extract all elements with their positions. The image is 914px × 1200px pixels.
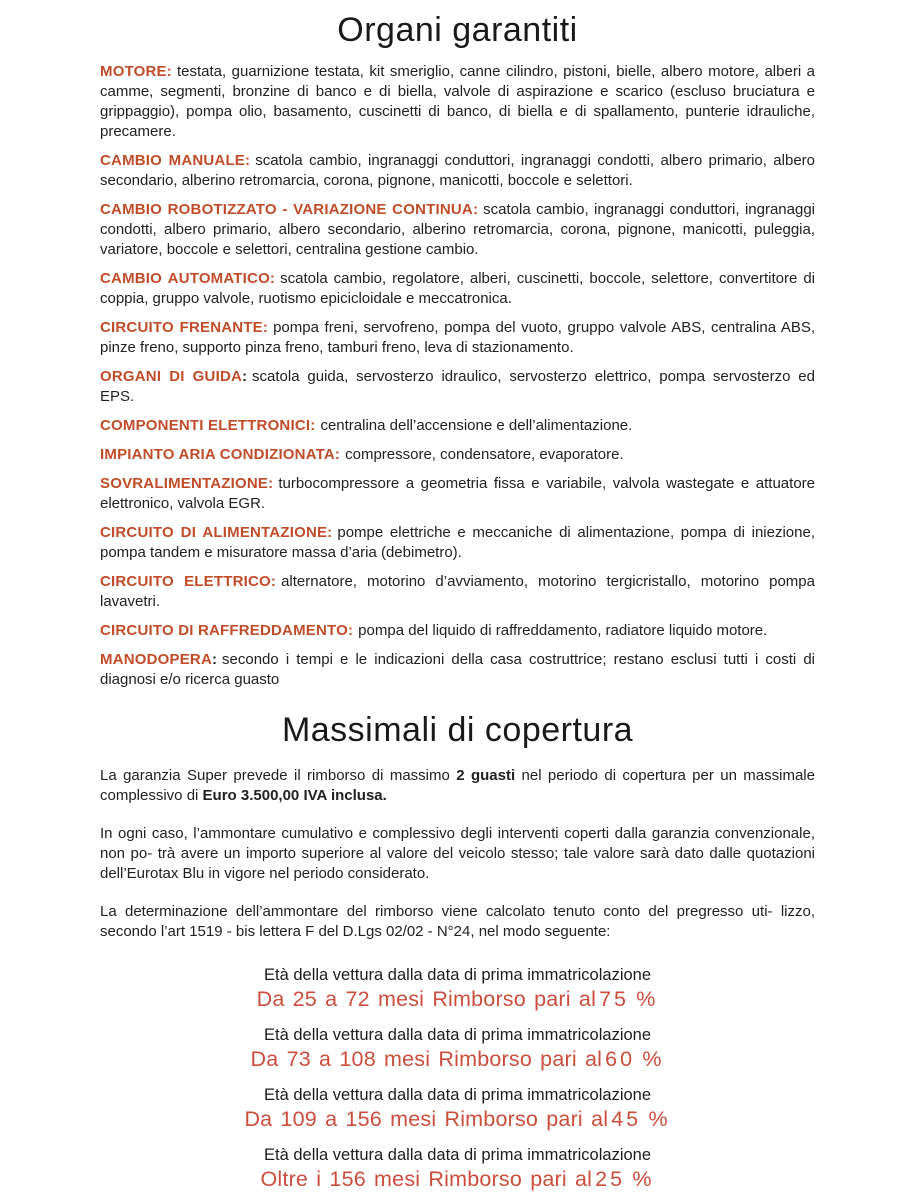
refund-text: Da 25 a 72 mesi Rimborso pari al: [256, 987, 597, 1011]
warranty-section-sovralimentazione: [100, 474, 815, 514]
refund-text: Da 109 a 156 mesi Rimborso pari al: [244, 1107, 609, 1131]
bold-euro-amount: Euro 3.500,00 IVA inclusa.: [202, 787, 387, 804]
refund-percentage: 25 %: [595, 1167, 655, 1191]
warranty-section-impianto-aria: [100, 445, 815, 465]
section-label: SOVRALIMENTAZIONE:: [100, 475, 274, 492]
warranty-section-circuito-raffreddamento: [100, 621, 815, 641]
bold-guasti-count: 2 guasti: [456, 767, 516, 784]
section-text: pompe elettriche e meccaniche di alimentazione, pompa di iniezione, pompa tandem e misuratore massa d’aria (debimetro).: [100, 524, 815, 561]
refund-percentage: 60 %: [605, 1047, 665, 1071]
refund-row: [100, 1024, 815, 1073]
refund-row: [100, 964, 815, 1013]
section-colon: :: [212, 651, 218, 668]
warranty-section-circuito-frenante: [100, 318, 815, 358]
paragraph-run: La garanzia Super prevede il rimborso di massimo: [100, 767, 457, 784]
refund-percentage: 45 %: [611, 1107, 671, 1131]
refund-line: [100, 1166, 815, 1193]
section-label: CIRCUITO DI RAFFREDDAMENTO:: [100, 622, 354, 639]
section-label: CIRCUITO FRENANTE:: [100, 319, 269, 336]
section-text: pompa del liquido di raffreddamento, radiatore liquido motore.: [358, 622, 768, 639]
section-label: MANODOPERA: [100, 651, 213, 668]
refund-row: [100, 1144, 815, 1193]
section-label: IMPIANTO ARIA CONDIZIONATA:: [100, 446, 341, 463]
refund-schedule: [100, 964, 815, 1193]
section-label: CAMBIO AUTOMATICO:: [100, 270, 276, 287]
section-text: scatola guida, servosterzo idraulico, servosterzo elettrico, pompa servosterzo ed EPS.: [100, 368, 815, 405]
warranty-section-circuito-alimentazione: [100, 523, 815, 563]
paragraph-run: nel periodo di copertura per un massimale complessivo di: [100, 767, 815, 804]
page-title-organi-garantiti: Organi garantiti: [337, 11, 578, 49]
vehicle-age-line: Età della vettura dalla data di prima immatricolazione: [263, 1086, 652, 1104]
coverage-paragraph-determinazione-rimborso: La determinazione dell’ammontare del rimborso viene calcolato tenuto conto del pregresso uti- lizzo, secondo l’art 1519 - bis lettera F del D.Lgs 02/02 - N°24, nel modo seguente:: [100, 903, 815, 940]
section-text: scatola cambio, ingranaggi conduttori, ingranaggi condotti, albero primario, albero secondario, alberino retromarcia, corona, pignone, manicotti, puleggia, variatore, boccole e selettori, centralina gestione cambio.: [100, 201, 815, 258]
section-text: centralina dell’accensione e dell’alimentazione.: [320, 417, 633, 434]
vehicle-age-line: Età della vettura dalla data di prima immatricolazione: [263, 966, 652, 984]
refund-line: [100, 1046, 815, 1073]
section-text: pompa freni, servofreno, pompa del vuoto, gruppo valvole ABS, centralina ABS, pinze freno, supporto pinza freno, tamburi freno, leva di stazionamento.: [100, 319, 816, 356]
warranty-section-cambio-automatico: [100, 269, 815, 309]
section-label: CIRCUITO ELETTRICO:: [100, 573, 277, 590]
warranty-section-circuito-elettrico: [100, 572, 815, 612]
refund-line: [100, 1106, 815, 1133]
warranty-section-componenti-elettronici: [100, 416, 815, 436]
section-text: alternatore, motorino d’avviamento, motorino tergicristallo, motorino pompa lavavetri.: [100, 573, 815, 610]
refund-row: [100, 1084, 815, 1133]
refund-text: Oltre i 156 mesi Rimborso pari al: [260, 1167, 593, 1191]
section-label: COMPONENTI ELETTRONICI:: [100, 417, 316, 434]
coverage-paragraph-rimborso-massimo: [100, 766, 815, 806]
section-label: ORGANI DI GUIDA: [100, 368, 243, 385]
refund-line: [100, 986, 815, 1013]
vehicle-age-line: Età della vettura dalla data di prima immatricolazione: [263, 1146, 652, 1164]
section-label: MOTORE:: [100, 63, 172, 80]
refund-percentage: 75 %: [599, 987, 659, 1011]
section-label: CAMBIO ROBOTIZZATO - VARIAZIONE CONTINUA:: [100, 201, 479, 218]
section-label: CIRCUITO DI ALIMENTAZIONE:: [100, 524, 333, 541]
section-text: scatola cambio, regolatore, alberi, cuscinetti, boccole, selettore, convertitore di coppia, gruppo valvole, ruotismo epicicloidale e meccatronica.: [100, 270, 815, 307]
section-colon: :: [242, 368, 248, 385]
warranty-section-cambio-robotizzato: [100, 200, 815, 260]
section-text: secondo i tempi e le indicazioni della casa costruttrice; restano esclusi tutti i costi di diagnosi e/o ricerca guasto: [100, 651, 815, 688]
section-text: scatola cambio, ingranaggi conduttori, ingranaggi condotti, albero primario, albero secondario, alberino retromarcia, corona, pignone, manicotti, boccole e selettori.: [100, 152, 815, 189]
warranty-section-cambio-manuale: [100, 151, 815, 191]
warranty-section-motore: [100, 62, 815, 142]
warranty-section-organi-di-guida: [100, 367, 815, 407]
section-text: testata, guarnizione testata, kit smeriglio, canne cilindro, pistoni, bielle, albero motore, alberi a camme, segmenti, bronzine di banco e di biella, valvole di aspirazione e scarico (escluso bruciatura e grippaggio), pompa olio, basamento, cuscinetti di banco, di biella e di spallamento, punterie idrauliche, precamere.: [100, 63, 815, 140]
warranty-section-manodopera: [100, 650, 815, 690]
page-title-massimali-copertura: Massimali di copertura: [281, 711, 634, 749]
vehicle-age-line: Età della vettura dalla data di prima immatricolazione: [263, 1026, 652, 1044]
section-text: turbocompressore a geometria fissa e variabile, valvola wastegate e attuatore elettronico, valvola EGR.: [100, 475, 815, 512]
refund-text: Da 73 a 108 mesi Rimborso pari al: [250, 1047, 603, 1071]
coverage-paragraph-ammontare-cumulativo: In ogni caso, l’ammontare cumulativo e complessivo degli interventi coperti dalla garanzia convenzionale, non po- trà avere un importo superiore al valore del veicolo stesso; tale valore sarà dato dalle quotazioni dell’Eurotax Blu in vigore nel periodo considerato.: [100, 825, 815, 882]
section-text: compressore, condensatore, evaporatore.: [345, 446, 624, 463]
section-label: CAMBIO MANUALE:: [100, 152, 251, 169]
